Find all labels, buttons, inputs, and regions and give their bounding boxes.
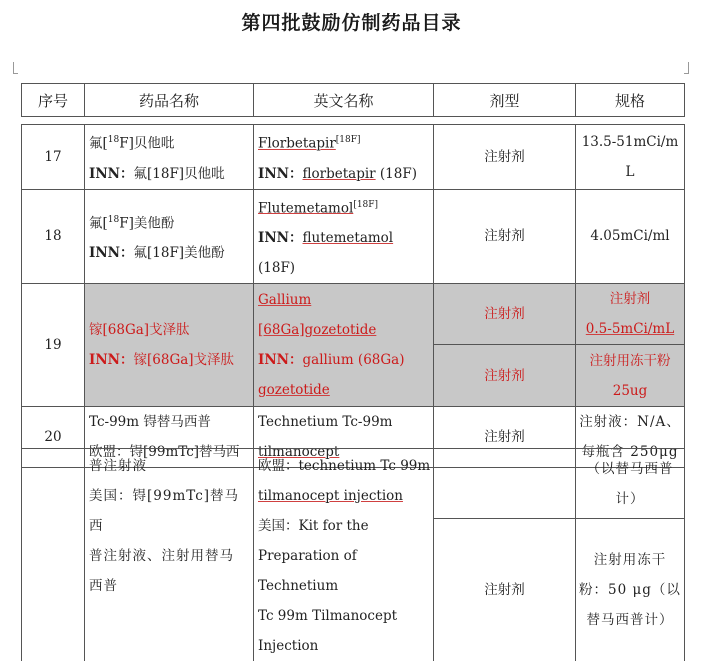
name-line: 镓[68Ga]戈泽肽 — [89, 315, 251, 345]
name-line: Tc-99m 锝替马西普 — [89, 407, 251, 437]
drug-name-cn — [85, 125, 254, 190]
inn-en-label: INN： — [258, 352, 303, 368]
specification — [576, 345, 685, 407]
en-line: 美国：Kit for the — [258, 511, 431, 541]
drug-name-en — [254, 189, 434, 284]
specification — [576, 449, 685, 519]
drug-name-en — [254, 449, 434, 661]
drug-name-en — [254, 125, 434, 190]
inn-label: INN： — [89, 245, 134, 261]
drug-table-continued — [21, 448, 685, 661]
crop-mark-left — [13, 62, 18, 74]
header-spec: 规格 — [576, 84, 685, 117]
name-line: 西普 — [89, 571, 251, 601]
spec-line: L — [576, 157, 684, 187]
drug-table — [21, 124, 685, 468]
row-seq: 17 — [22, 125, 85, 190]
spec-line: 粉：50 μg（以 — [576, 575, 684, 605]
name-sup: 18 — [108, 215, 119, 225]
en-sup: [18F] — [336, 135, 361, 145]
spec-line: 替马西普计） — [576, 605, 684, 635]
inn-label: INN： — [89, 166, 134, 182]
spec-line: 每瓶含 250μg — [576, 437, 684, 467]
inn-cn: 镓[68Ga]戈泽肽 — [134, 352, 235, 368]
name-line: 欧盟：锝[99mTc]替马西 — [89, 437, 251, 467]
row-seq: 20 — [22, 407, 85, 468]
inn-en-tail: (18F) — [258, 260, 295, 276]
name-post: F]美他酚 — [119, 215, 174, 231]
inn-cn: 氟[18F]美他酚 — [134, 245, 225, 261]
spec-line: 计） — [576, 484, 684, 514]
specification: 4.05mCi/ml — [576, 189, 685, 284]
specification — [576, 284, 685, 345]
drug-name-cn — [85, 449, 254, 661]
spec-line: 0.5-5mCi/mL — [576, 314, 684, 344]
header-seq: 序号 — [22, 84, 85, 117]
table-row-highlighted — [22, 284, 685, 345]
name-post: F]贝他吡 — [119, 136, 174, 152]
en-line: tilmanocept injection — [258, 481, 431, 511]
name-line: 普注射液、注射用替马 — [89, 541, 251, 571]
specification — [576, 519, 685, 661]
inn-en: flutemetamol — [303, 230, 394, 246]
en-line: Injection — [258, 631, 431, 661]
table-row — [22, 189, 685, 284]
en-line: Technetium Tc-99m — [258, 407, 431, 437]
inn-en-label: INN： — [258, 166, 303, 182]
drug-name-cn — [85, 284, 254, 407]
drug-name-en — [254, 284, 434, 407]
inn-en: florbetapir — [303, 166, 376, 182]
row-seq: 18 — [22, 189, 85, 284]
dosage-form: 注射剂 — [434, 407, 576, 468]
name-pre: 氟[ — [89, 215, 108, 231]
spec-line: 13.5-51mCi/m — [576, 127, 684, 157]
dosage-form — [434, 449, 576, 519]
inn-cn: 氟[18F]贝他吡 — [134, 166, 225, 182]
en-line: Tc 99m Tilmanocept — [258, 601, 431, 631]
en-main: Florbetapir — [258, 136, 336, 152]
table-header — [21, 83, 685, 117]
name-pre: 氟[ — [89, 136, 108, 152]
document-title: 第四批鼓励仿制药品目录 — [0, 8, 703, 35]
en-line: Gallium [68Ga]gozetotide — [258, 285, 431, 345]
dosage-form: 注射剂 — [434, 125, 576, 190]
en-main: Flutemetamol — [258, 200, 353, 216]
header-name: 药品名称 — [85, 84, 254, 117]
dosage-form: 注射剂 — [434, 345, 576, 407]
table-row — [22, 125, 685, 190]
spec-line: 注射用冻干 — [576, 545, 684, 575]
dosage-form: 注射剂 — [434, 189, 576, 284]
specification — [576, 125, 685, 190]
en-line: 欧盟：technetium Tc 99m — [258, 451, 431, 481]
inn-en: gallium (68Ga) — [303, 352, 405, 368]
name-line: 普注射液 — [89, 451, 251, 481]
en-sup: [18F] — [353, 200, 378, 210]
name-sup: 18 — [108, 135, 119, 145]
dosage-form: 注射剂 — [434, 284, 576, 345]
table-row — [22, 449, 685, 519]
spec-line: 25ug — [576, 376, 684, 406]
crop-mark-right — [684, 62, 689, 74]
inn-en-label: INN： — [258, 230, 303, 246]
en-line: Preparation of Technetium — [258, 541, 431, 601]
spec-line: 注射剂 — [576, 284, 684, 314]
spec-line: （以替马西普 — [576, 454, 684, 484]
row-seq: 19 — [22, 284, 85, 407]
inn-label: INN： — [89, 352, 134, 368]
en-line: tilmanocept — [258, 437, 431, 467]
spec-line: 注射液：N/A、 — [576, 407, 684, 437]
drug-name-cn — [85, 189, 254, 284]
inn-en-tail: (18F) — [376, 166, 417, 182]
dosage-form: 注射剂 — [434, 519, 576, 661]
row-seq — [22, 449, 85, 661]
spec-line: 注射用冻干粉 — [576, 346, 684, 376]
header-en: 英文名称 — [254, 84, 434, 117]
en-line: gozetotide — [258, 375, 431, 405]
header-form: 剂型 — [434, 84, 576, 117]
name-line: 美国：锝[99mTc]替马西 — [89, 481, 251, 541]
